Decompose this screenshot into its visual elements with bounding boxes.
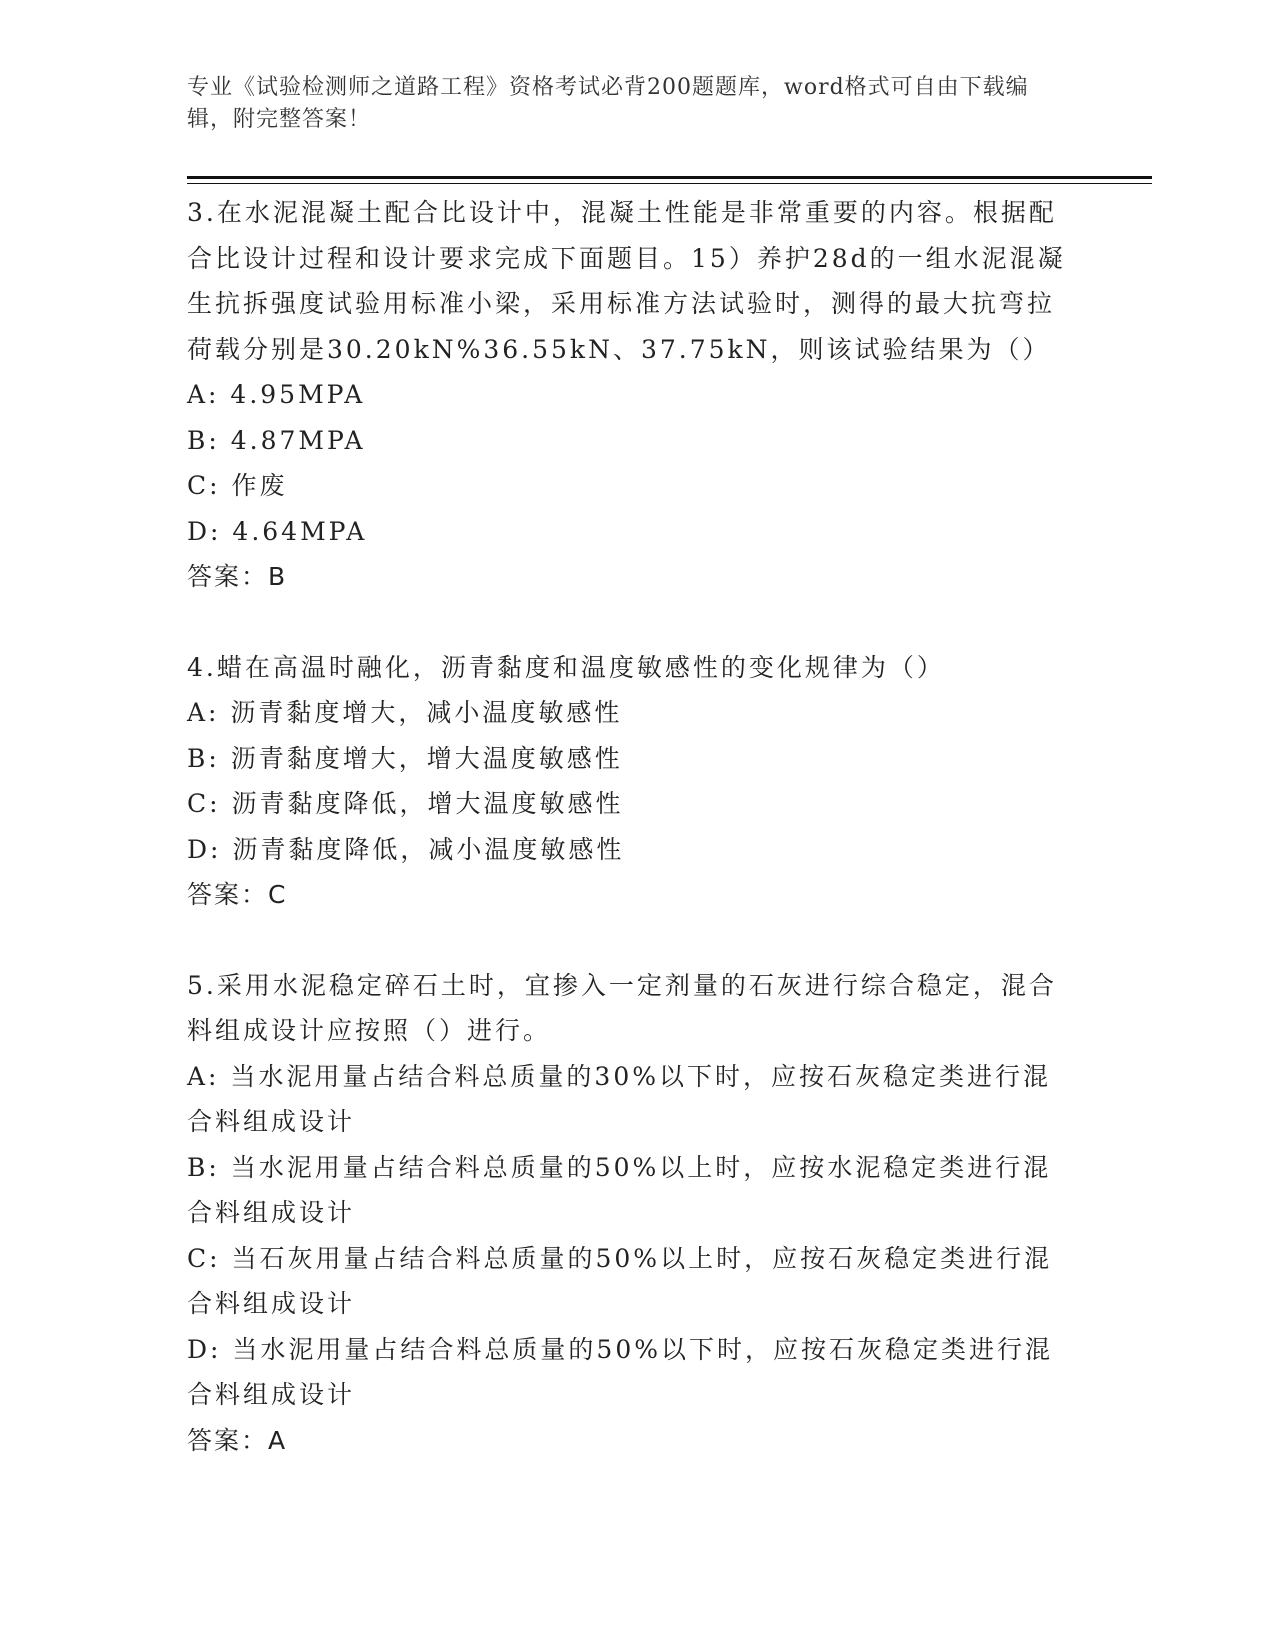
answer-line: 答案：C: [187, 880, 288, 909]
question-3: [187, 190, 1067, 600]
answer-line: 答案：B: [187, 562, 288, 591]
option-c: C: 作废: [187, 471, 288, 500]
option-b: B: 沥青黏度增大，增大温度敏感性: [187, 743, 623, 773]
option-b: B: 4.87MPA: [187, 425, 366, 455]
option-d: D: 沥青黏度降低，减小温度敏感性: [187, 834, 625, 864]
option-a: A: 4.95MPA: [187, 380, 366, 409]
option-c: C: 沥青黏度降低，增大温度敏感性: [187, 789, 624, 818]
question-5: [187, 963, 1067, 1464]
option-a: A: 当水泥用量占结合料总质量的30%以下时，应按石灰稳定类进行混合料组成设计: [187, 1061, 1051, 1136]
header-rule-thick: [187, 176, 1152, 179]
question-stem: 3.在水泥混凝土配合比设计中，混凝土性能是非常重要的内容。根据配合比设计过程和设计要求完成下面题目。15）养护28d的一组水泥混凝生抗拆强度试验用标准小梁，采用标准方法试验时，测得的最大抗弯拉荷载分别是30.20kN%36.55kN、37.75kN，则该试验结果为（）: [187, 198, 1066, 364]
answer-line: 答案：A: [187, 1425, 288, 1455]
option-d: D: 当水泥用量占结合料总质量的50%以下时，应按石灰稳定类进行混合料组成设计: [187, 1334, 1053, 1409]
option-a: A: 沥青黏度增大，减小温度敏感性: [187, 698, 623, 727]
question-4: [187, 645, 1067, 918]
question-gap: [187, 600, 1067, 645]
option-d: D: 4.64MPA: [187, 516, 368, 546]
question-stem: 4.蜡在高温时融化，沥青黏度和温度敏感性的变化规律为（）: [187, 652, 945, 682]
page-header: 专业《试验检测师之道路工程》资格考试必背200题题库，word格式可自由下载编辑，附完整答案！: [187, 75, 1029, 132]
question-gap: [187, 918, 1067, 963]
question-stem: 5.采用水泥稳定碎石土时，宜掺入一定剂量的石灰进行综合稳定，混合料组成设计应按照（）进行。: [187, 970, 1057, 1045]
option-b: B: 当水泥用量占结合料总质量的50%以上时，应按水泥稳定类进行混合料组成设计: [187, 1152, 1052, 1227]
header-rule-thin: [187, 183, 1152, 184]
question-list: [187, 190, 1067, 1463]
option-c: C: 当石灰用量占结合料总质量的50%以上时，应按石灰稳定类进行混合料组成设计: [187, 1243, 1053, 1318]
